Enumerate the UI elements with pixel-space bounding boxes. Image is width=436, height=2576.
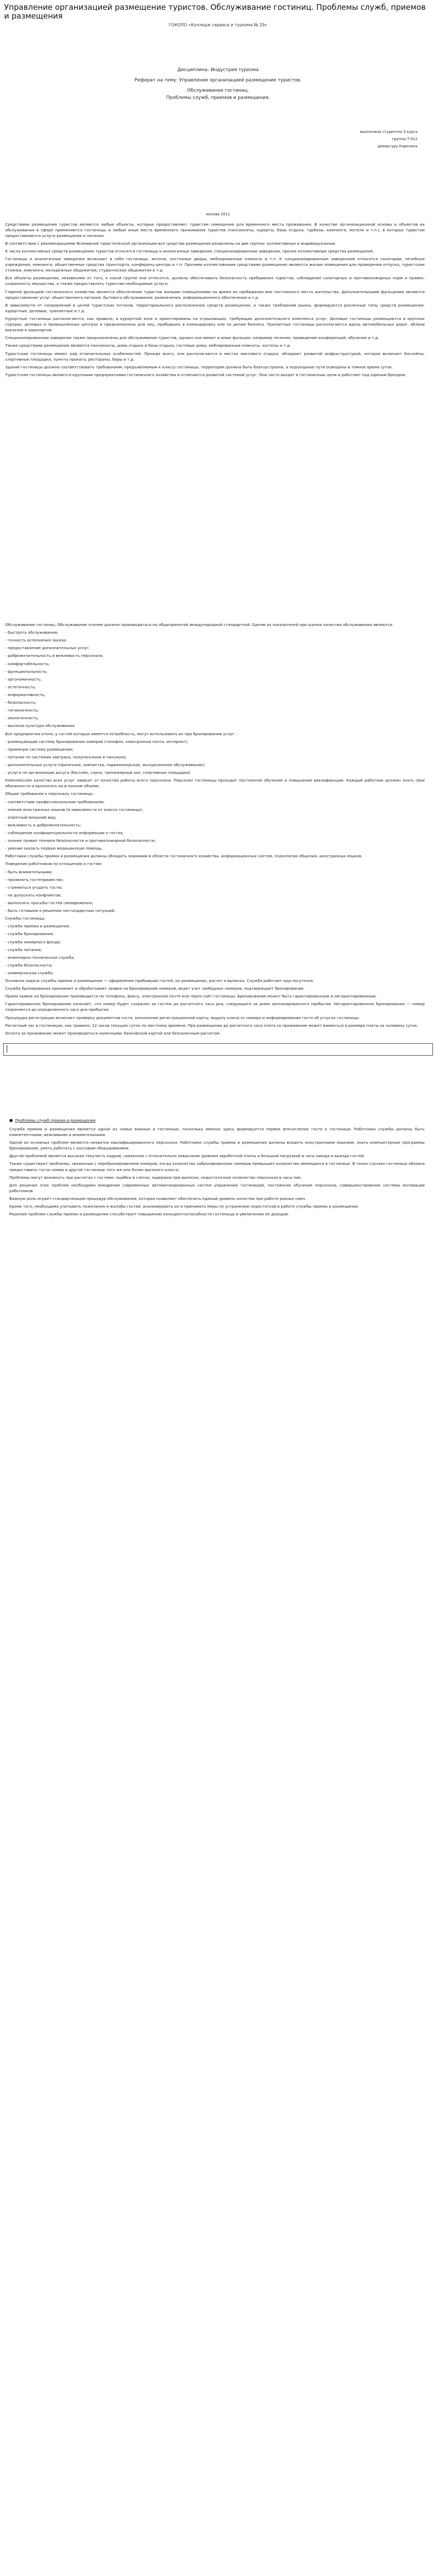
- body-paragraph: - точность исполнения заказа;: [5, 638, 67, 643]
- body-paragraph: - безопасность;: [5, 700, 37, 705]
- bottom-heading: [9, 1117, 425, 1123]
- body-paragraph: - информативность;: [5, 692, 46, 697]
- bottom-paragraph: Другой проблемой является высокая текучесть кадров, связанная с относительно невысоким уровнем заработной платы и большой нагрузкой в часы заезда и выезда гостей.: [9, 1154, 365, 1159]
- body-paragraph: Процедура регистрации включает проверку документов гостя, заполнение регистрационной карты, выдачу ключа от номера и информирование гостя об услугах гостиницы.: [5, 1015, 360, 1020]
- body-paragraph: - дополнительные услуги (прачечная, химчистка, парикмахерская, экскурсионное обслуживание);: [5, 762, 206, 767]
- body-paragraph: Также средствами размещения являются пансионаты, дома отдыха и базы отдыха, гостевые дома, меблированные комнаты, хостелы и т.д.: [5, 343, 291, 348]
- author-name: демакгуру Карелина: [377, 144, 417, 148]
- year-line: москва 2011: [206, 212, 230, 216]
- body-paragraph: Оплата за проживание может производиться наличными, банковской картой или безналичным расчетом.: [5, 1030, 221, 1036]
- body-paragraph: - размещающий систему бронирования номеров (телефон, электронная почта, интернет);: [5, 739, 188, 744]
- body-paragraph: Здание гостиницы должно соответствовать требованиям, предъявляемым к классу гостиницы; территория должна быть благоустроена, а подъездные пути освещены в темное время суток.: [5, 364, 393, 369]
- body-paragraph: - служба приема и размещения;: [5, 924, 71, 929]
- body-paragraph: - служба безопасности;: [5, 962, 53, 968]
- bottom-paragraph: Проблемы могут возникать при расчетах с гостями: ошибки в счетах, задержки при выписке, недостаточное количество персонала в часы пик.: [9, 1175, 302, 1180]
- body-paragraph: - проявлять гостеприимство;: [5, 877, 64, 882]
- body-paragraph: - предоставление дополнительных услуг;: [5, 646, 90, 651]
- body-paragraph: Все объекты размещения, независимо от того, к какой группе они относятся, должны обеспечивать безопасность пребывания туристов, соблюдение санитарных и противопожарных норм и правил, сохранность имущества, а также предоставлять туристам необходимые услуги.: [5, 276, 425, 286]
- page-title: Управление организацией размещение туристов. Обслуживание гостиниц. Проблемы служб, приемов и размещения: [4, 3, 426, 21]
- body-paragraph: Службы гостиницы:: [5, 916, 46, 921]
- institution-name: ГОКОПО «Колледж сервиса и туризма № 29»: [168, 23, 268, 27]
- body-paragraph: - питание по системам завтрака, полупансиона и пансиона;: [5, 754, 127, 759]
- body-paragraph: - вежливость и доброжелательность;: [5, 822, 81, 827]
- bottom-heading-text: Проблемы служб приема и размещения: [14, 1117, 96, 1123]
- body-paragraph: Специализированные заведения также предназначены для обслуживания туристов, однако они имеют и иные функции, например лечение, проведение конференций, обучение и т.д.: [5, 335, 379, 341]
- body-paragraph: - выполнять просьбы гостей своевременно;: [5, 900, 94, 905]
- bottom-paragraph: Для решения этих проблем необходимо внедрение современных автоматизированных систем управления гостиницей, постоянное обучение персонала, совершенствование системы мотивации работников.: [9, 1182, 425, 1193]
- topic-line: Реферат на тему: Управление организацией размещение туристов.: [134, 78, 302, 83]
- body-paragraph: Гарантированное бронирование означает, что номер будет сохранен за гостем до расчетного часа дня, следующего за днем запланированного прибытия. Негарантированное бронирование — номер сохраняется до определенного часа дня прибытия.: [5, 1002, 425, 1012]
- body-paragraph: Поведение работников по отношению к гостям:: [5, 861, 102, 867]
- body-paragraph: Прием заявок на бронирование производится по телефону, факсу, электронной почте или через сайт гостиницы. Бронирование может быть гарантированным и негарантированным.: [5, 994, 377, 999]
- body-paragraph: Основная задача службы приема и размещения — оформление прибывших гостей, их размещение, расчет и выписка. Служба работает круглосуточно.: [5, 978, 315, 984]
- body-paragraph: - услуги по организации досуга (бассейн, сауна, тренажерный зал, спортивные площадки).: [5, 770, 191, 775]
- body-paragraph: - доброжелательность и вежливость персонала;: [5, 653, 104, 658]
- author-course: выполнила студентка 3 курса: [360, 130, 417, 134]
- body-paragraph: Курортные гостиницы располагаются, как правило, в курортной зоне и ориентированы на отдыхающих, требующих дополнительного комплекса услуг. Деловые гостиницы размещаются в крупных городах, деловых и промышленных центрах и предназначены для лиц, прибывших в командировку или по делам бизнеса. Транзитные гостиницы располагаются вдоль автомобильных дорог, вблизи вокзалов и аэропортов.: [5, 316, 425, 333]
- document-body: [0, 222, 436, 1036]
- body-paragraph: Туристские гостиницы имеют ряд отличительных особенностей. Прежде всего, они располагаются в местах массового отдыха, обладают развитой инфраструктурой, которая включает бассейны, спортивные площадки, пункты проката, рестораны, бары и т.д.: [5, 351, 425, 362]
- topic-line-2: Обслуживание гостиниц.: [187, 88, 249, 93]
- body-paragraph: В зависимости от направлений и целей туристских потоков, территориального расположения средств размещения, а также требований рынка, формируются различные типы средств размещения: курортные, деловые, транзитные и т.д.: [5, 302, 425, 313]
- body-paragraph: - гигиеничность;: [5, 708, 39, 713]
- topic-line-3: Проблемы служб, приемов и размещения.: [166, 95, 270, 100]
- body-paragraph: - эстетичность;: [5, 684, 37, 689]
- body-paragraph: Главной функцией гостиничного хозяйства является обеспечение туристов жилыми помещениями на время их пребывания вне постоянного места жительства. Дополнительными функциями являются предоставление услуг общественного питания, бытового обслуживания, развлечения, информационного обеспечения и т.д.: [5, 289, 425, 300]
- page-header: [0, 0, 436, 30]
- body-paragraph: Общие требования к персоналу гостиницы:: [5, 791, 94, 796]
- body-paragraph: В соответствии с рекомендациями Всемирной туристической организации все средства размещения разделены на две группы: коллективные и индивидуальные.: [5, 241, 337, 246]
- body-paragraph: Комплексное качество всех услуг зависит от качества работы всего персонала. Персонал гостиницы проходит постоянное обучение и повышение квалификации. Каждый работник должен знать свои обязанности и выполнять их в полном объеме.: [5, 778, 425, 789]
- body-paragraph: - приемную систему размещения;: [5, 747, 74, 752]
- body-paragraph: Средствами размещения туристов являются любые объекты, которые предоставляют туристам помещения для временного места проживания. В качестве организационной основы и объектов их обслуживания в сфере применяются гостиницы и любые иные места временного проживания туристов (пансионаты, курорты, базы отдыха, турбазы, кемпинги, мотели и т.п.), в которых туристам предоставляются услуги размещения и питания.: [5, 222, 425, 238]
- body-paragraph: Все предприятия отеля, у гостей которых имеется потребность, могут использовать их при бронировании услуг:: [5, 731, 236, 736]
- author-block: [0, 128, 436, 150]
- bottom-paragraph: Также существуют проблемы, связанные с перебронированием номеров, когда количество забронированных номеров превышает количество имеющихся в гостинице. В таких случаях гостиница обязана предоставить гостю номер в другой гостинице того же или более высокого класса.: [9, 1161, 425, 1172]
- body-paragraph: - экологичность;: [5, 716, 39, 721]
- body-paragraph: - стремиться угодить гостю;: [5, 885, 63, 890]
- bottom-paragraph: Кроме того, необходимо учитывать пожелания и жалобы гостей, анализировать их и принимать меры по устранению недостатков в работе службы приема и размещения.: [9, 1204, 359, 1209]
- section-1: [5, 222, 425, 378]
- body-paragraph: К числу коллективных средств размещения туристов относятся гостиницы и аналогичные заведения, специализированные заведения, прочие коллективные средства размещения.: [5, 248, 374, 253]
- discipline-line: Дисциплина: Индустрия туризма: [177, 67, 259, 73]
- body-paragraph: - соблюдение конфиденциальности информации о гостях;: [5, 830, 124, 835]
- body-paragraph: - быть внимательными;: [5, 869, 53, 874]
- body-paragraph: - быть готовыми к решению нестандартных ситуаций.: [5, 908, 116, 913]
- body-paragraph: - эргономичность;: [5, 676, 42, 682]
- body-paragraph: Работники службы приема и размещения должны обладать знаниями в области гостиничного хозяйства, информационных систем, психологии общения, иностранных языков.: [5, 854, 363, 859]
- body-paragraph: - служба номерного фонда;: [5, 939, 61, 944]
- bottom-paragraph: Важную роль играет стандартизация процедур обслуживания, которая позволяет обеспечить единый уровень качества при работе разных смен.: [9, 1196, 307, 1201]
- body-paragraph: - соответствие профессиональным требованиям;: [5, 799, 105, 804]
- body-paragraph: Гостиницы и аналогичные заведения включают в себя гостиницы, мотели, постоялые дворы, меблированные комнаты и т.п. К специализированным заведениям относятся санатории, лечебные учреждения, кемпинги, общественные средства транспорта, конференц-центры и т.п. Прочими коллективными средствами размещения являются жилые помещения для проведения отпуска, туристские стоянки, кемпинги, молодежные общежития, студенческие общежития и т.д.: [5, 257, 425, 273]
- body-paragraph: - знание правил техники безопасности и противопожарной безопасности;: [5, 838, 156, 843]
- body-paragraph: - коммерческая служба.: [5, 970, 54, 975]
- body-paragraph: Туристские гостиницы являются крупными предприятиями гостиничного хозяйства и отличаются развитой системой услуг. Они часто входят в гостиничные цепи и работают под единым брендом.: [5, 372, 407, 377]
- body-paragraph: Расчетный час в гостиницах, как правило, 12 часов текущих суток по местному времени. При размещении до расчетного часа плата за проживание может взиматься в размере платы за половину суток.: [5, 1023, 418, 1028]
- body-paragraph: - не допускать конфликтов;: [5, 892, 62, 897]
- body-paragraph: - функциональность;: [5, 669, 48, 674]
- text-input-box[interactable]: [3, 1043, 433, 1056]
- bullet-icon: ●: [9, 1117, 13, 1123]
- body-paragraph: - знание иностранных языков (в зависимости от класса гостиницы);: [5, 807, 143, 812]
- author-group: группы Т-912: [392, 137, 417, 141]
- body-paragraph: - опрятный внешний вид;: [5, 815, 57, 820]
- body-paragraph: - умение оказать первую медицинскую помощь.: [5, 846, 103, 851]
- bottom-paragraph: Решение проблем службы приема и размещения способствует повышению конкурентоспособности гостиницы и увеличению ее доходов.: [9, 1212, 289, 1217]
- bottom-paragraph: Одной из основных проблем является нехватка квалифицированного персонала. Работники службы приема и размещения должны владеть иностранными языками, знать компьютерные программы бронирования, уметь работать с кассовым оборудованием.: [9, 1140, 425, 1151]
- bottom-paragraph: Служба приема и размещения является одной из самых важных в гостинице, поскольку именно здесь формируется первое впечатление гостя о гостинице. Работники службы должны быть компетентными, вежливыми и внимательными.: [9, 1126, 425, 1138]
- body-paragraph: Обслуживание гостиниц. Обслуживание отелем должно производиться на общепринятой международной стандартной. Одним из показателей при оценке качества обслуживания являются:: [5, 622, 394, 628]
- body-paragraph: - высокая культура обслуживания.: [5, 723, 76, 728]
- body-paragraph: - быстрота обслуживания;: [5, 630, 59, 635]
- body-paragraph: - служба питания;: [5, 947, 42, 952]
- body-paragraph: - инженерно-техническая служба;: [5, 955, 75, 960]
- body-paragraph: - комфортабельность;: [5, 661, 50, 666]
- body-paragraph: - служба бронирования;: [5, 931, 54, 937]
- bottom-section: [0, 1117, 436, 1217]
- body-paragraph: Служба бронирования принимает и обрабатывает заявки на бронирование номеров, ведет учет свободных номеров, подтверждает бронирование.: [5, 986, 305, 991]
- title-block: [0, 66, 436, 101]
- bottom-paragraphs: [9, 1126, 425, 1217]
- section-2: [5, 622, 425, 1036]
